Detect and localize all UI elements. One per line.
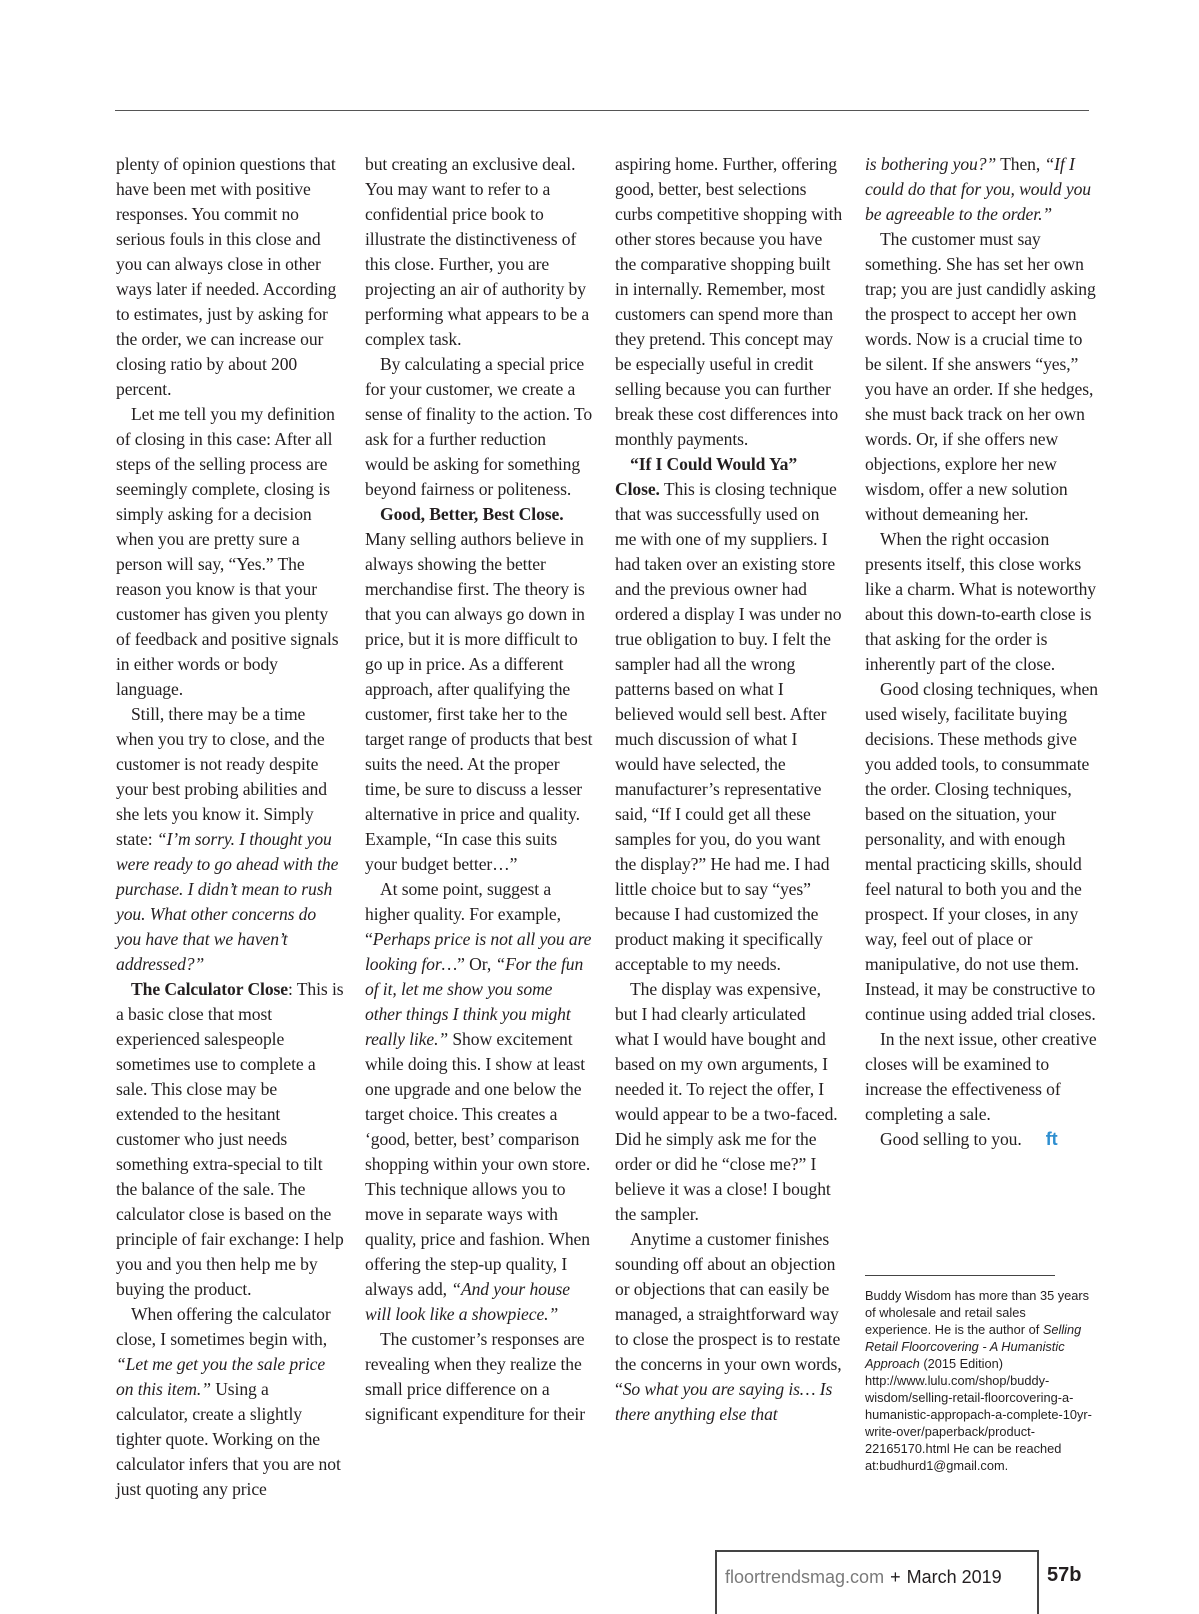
paragraph <box>615 1227 843 1427</box>
author-bio <box>865 1287 1095 1474</box>
body-text: but creating an exclusive deal. You may want to refer to a confidential price book to illustrate the distinctiveness of this close. Further, you are projecting an air of authority by performing what appears to be a complex task. <box>365 154 590 349</box>
paragraph <box>116 402 344 702</box>
body-text: Using a calculator, create a slightly tighter quote. Working on the calculator infers that you are not just quoting any price <box>116 1379 341 1499</box>
italic-text: “And your house will look like a showpiece.” <box>365 1279 570 1324</box>
italic-text: Selling Retail Floorcovering - A Humanistic Approach <box>865 1322 1082 1371</box>
paragraph <box>365 1327 593 1427</box>
paragraph <box>865 1127 1100 1152</box>
paragraph <box>615 977 843 1227</box>
body-text: Show excitement while doing this. I show at least one upgrade and one below the target choice. This creates a ‘good, better, best’ comparison shopping within your own store. This technique allows you to move in separate ways with quality, price and fashion. When offering the step-up quality, I always add, <box>365 1029 591 1299</box>
italic-text: “I’m sorry. I thought you were ready to go ahead with the purchase. I didn’t mean to rush you. What other concerns do you have that we haven’t addressed?” <box>116 829 339 974</box>
italic-text: “Let me get you the sale price on this item.” <box>116 1354 326 1399</box>
article-column-1 <box>116 152 344 1502</box>
footer-credit <box>725 1567 1002 1588</box>
paragraph <box>865 152 1100 227</box>
bio-divider <box>865 1275 1055 1276</box>
body-text: ” Or, <box>457 954 496 974</box>
article-column-2 <box>365 152 593 1427</box>
body-text: plenty of opinion questions that have been met with positive responses. You commit no serious fouls in this close and you can always close in other ways later if needed. According to estimates, just by asking for the order, we can increase our closing ratio by about 200 percent. <box>116 154 337 399</box>
body-text: By calculating a special price for your customer, we create a sense of finality to the action. To ask for a further reduction would be asking for something beyond fairness or politeness. <box>365 354 593 499</box>
subhead-text: “If I Could Would Ya” Close. <box>615 454 798 499</box>
body-text: When the right occasion presents itself, this close works like a charm. What is noteworthy about this down-to-earth close is that asking for the order is inherently part of the close. <box>865 529 1096 674</box>
paragraph <box>865 227 1100 527</box>
paragraph <box>116 1302 344 1502</box>
body-text: : This is a basic close that most experienced salespeople sometimes use to complete a sale. This close may be extended to the hesitant customer who just needs something extra-special to tilt the balance of the sale. The calculator close is based on the principle of fair exchange: I help you and you then help me by buying the product. <box>116 979 344 1299</box>
body-text: Good closing techniques, when used wisely, facilitate buying decisions. These methods give you added tools, to consummate the order. Closing techniques, based on the situation, your personality, and with enough mental practicing skills, should feel natural to both you and the prospect. If your closes, in any way, feel out of place or manipulative, do not use them. Instead, it may be constructive to continue using added trial closes. <box>865 679 1098 1024</box>
body-text: aspiring home. Further, offering good, better, best selections curbs competitive shopping with other stores because you have the comparative shopping built in internally. Remember, most customers can spend more than they pretend. This concept may be especially useful in credit selling because you can further break these cost differences into monthly payments. <box>615 154 843 449</box>
end-mark-logo: ft <box>1045 1129 1058 1149</box>
body-text: Good selling to you. <box>880 1129 1022 1149</box>
footer-site-link[interactable]: floortrendsmag.com <box>725 1567 885 1587</box>
body-text: Buddy Wisdom has more than 35 years of wholesale and retail sales experience. He is the author of <box>865 1288 1090 1337</box>
paragraph <box>116 702 344 977</box>
subhead-text: Good, Better, Best Close. <box>380 504 564 524</box>
italic-text: “For the fun of it, let me show you some other things I think you might really like.” <box>365 954 584 1049</box>
header-rule <box>115 110 1089 111</box>
paragraph <box>365 877 593 1327</box>
body-text: Anytime a customer finishes sounding off about an objection or objections that can easily be managed, a straightforward way to close the prospect is to restate the concerns in your own words, “ <box>615 1229 842 1399</box>
paragraph <box>615 452 843 977</box>
body-text: The display was expensive, but I had clearly articulated what I would have bought and based on my own arguments, I needed it. To reject the offer, I would appear to be a two-faced. Did he simply ask me for the order or did he “close me?” I believe it was a close! I bought the sampler. <box>615 979 838 1224</box>
paragraph <box>116 152 344 402</box>
paragraph <box>865 1027 1100 1127</box>
paragraph <box>365 352 593 502</box>
page-number: 57b <box>1047 1564 1082 1586</box>
body-text: Let me tell you my definition of closing in this case: After all steps of the selling process are seemingly complete, closing is simply asking for a decision when you are pretty sure a person will say, “Yes.” The reason you know is that your customer has given you plenty of feedback and positive signals in either words or body language. <box>116 404 339 699</box>
italic-text: Perhaps price is not all you are looking for… <box>365 929 592 974</box>
footer-date: March 2019 <box>906 1567 1002 1587</box>
paragraph <box>365 152 593 352</box>
paragraph <box>865 677 1100 1027</box>
body-text: This is closing technique that was successfully used on me with one of my suppliers. I had taken over an existing store and the previous owner had ordered a display I was under no true obligation to buy. I felt the sampler had all the wrong patterns based on what I believed would sell best. After much discussion of what I would have selected, the manufacturer’s representative said, “If I could get all these samples for you, do you want the display?” He had me. I had little choice but to say “yes” because I had customized the product making it specifically acceptable to my needs. <box>615 479 842 974</box>
body-text: In the next issue, other creative closes will be examined to increase the effectiveness of completing a sale. <box>865 1029 1097 1124</box>
paragraph <box>365 502 593 877</box>
subhead-text: The Calculator Close <box>131 979 288 999</box>
body-text: Still, there may be a time when you try to close, and the customer is not ready despite your best probing abilities and she lets you know it. Simply state: <box>116 704 327 849</box>
paragraph <box>615 152 843 452</box>
italic-text: “If I could do that for you, would you be agreeable to the order.” <box>865 154 1091 224</box>
body-text: Then, <box>996 154 1045 174</box>
body-text: The customer must say something. She has set her own trap; you are just candidly asking the prospect to accept her own words. Now is a crucial time to be silent. If she answers “yes,” you have an order. If she hedges, she must back track on her own words. Or, if she offers new objections, explore her new wisdom, offer a new solution without demeaning her. <box>865 229 1096 524</box>
body-text: (2015 Edition) http://www.lulu.com/shop/buddy-wisdom/selling-retail-floorcovering-a-humanistic-appropach-a-complete-10yr-write-over/paperback/product-22165170.html He can be reached at:budhurd1@gmail.com. <box>865 1356 1092 1473</box>
body-text: When offering the calculator close, I sometimes begin with, <box>116 1304 331 1349</box>
article-column-3 <box>615 152 843 1427</box>
body-text: The customer’s responses are revealing when they realize the small price difference on a significant expenditure for their <box>365 1329 585 1424</box>
italic-text: is bothering you?” <box>865 154 997 174</box>
italic-text: So what you are saying is… Is there anything else that <box>615 1379 833 1424</box>
footer-separator: + <box>890 1567 901 1587</box>
body-text: At some point, suggest a higher quality. For example, “ <box>365 879 561 949</box>
article-column-4 <box>865 152 1100 1152</box>
body-text: Many selling authors believe in always showing the better merchandise first. The theory is that you can always go down in price, but it is more difficult to go up in price. As a different approach, after qualifying the customer, first take her to the target range of products that best suits the need. At the proper time, be sure to discuss a lesser alternative in price and quality. Example, “In case this suits your budget better…” <box>365 529 593 874</box>
paragraph <box>865 527 1100 677</box>
paragraph <box>116 977 344 1302</box>
